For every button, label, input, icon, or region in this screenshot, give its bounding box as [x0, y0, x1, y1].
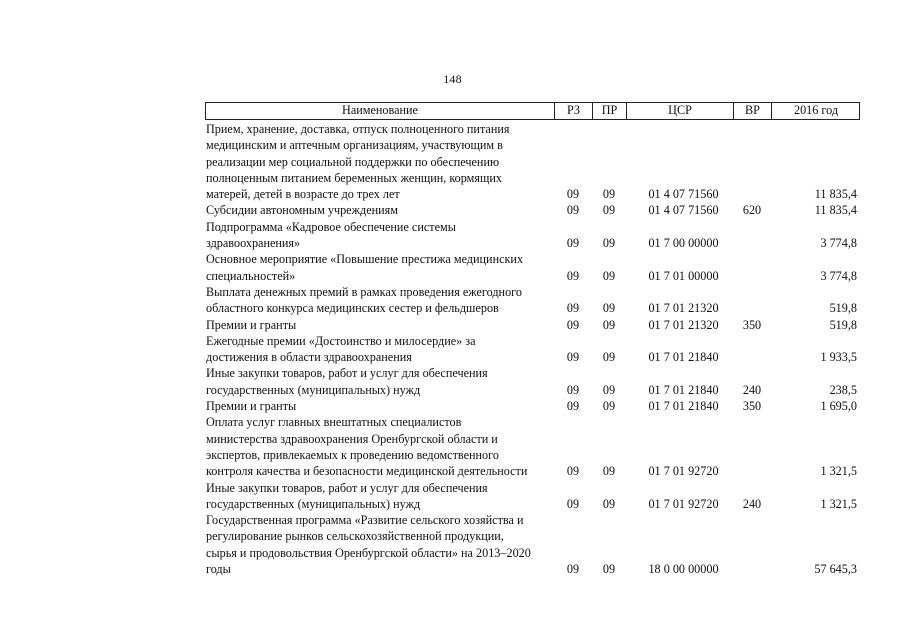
row-name-line: реализации мер социальной поддержки по обеспечению — [206, 154, 500, 169]
row-pr: 09 — [602, 350, 616, 365]
table-header — [205, 102, 860, 120]
row-amount: 57 645,3 — [814, 562, 857, 577]
row-name-line: Иные закупки товаров, работ и услуг для обеспечения — [206, 480, 488, 495]
row-name-line: здравоохранения» — [206, 236, 301, 251]
page-number: 148 — [443, 72, 462, 86]
row-name — [205, 480, 554, 513]
row-pr: 09 — [602, 187, 616, 202]
row-pr: 09 — [602, 562, 616, 577]
row-name — [205, 219, 554, 252]
row-csr: 01 4 07 71560 — [648, 203, 719, 218]
row-pr: 09 — [602, 382, 616, 397]
row-name-line: достижения в области здравоохранения — [206, 350, 412, 365]
row-csr: 01 7 01 92720 — [648, 464, 719, 479]
column-header-pr: ПР — [593, 103, 627, 119]
row-csr: 18 0 00 00000 — [648, 562, 719, 577]
row-vr: 350 — [742, 399, 762, 414]
row-name-line: сырья и продовольствия Оренбургской области» на 2013–2020 — [206, 545, 531, 560]
row-name-line: матерей, детей в возрасте до трех лет — [206, 187, 400, 202]
row-name-line: Оплата услуг главных внештатных специалистов — [206, 415, 462, 430]
table-row — [205, 202, 860, 218]
row-name — [205, 333, 554, 366]
column-header-rz: РЗ — [555, 103, 593, 119]
row-vr: 350 — [742, 317, 762, 332]
table-row — [205, 512, 860, 577]
table-row — [205, 398, 860, 414]
row-amount: 1 933,5 — [820, 350, 857, 365]
row-pr: 09 — [602, 464, 616, 479]
table-row — [205, 317, 860, 333]
row-name-line: государственных (муниципальных) нужд — [206, 496, 421, 511]
row-rz: 09 — [566, 187, 580, 202]
row-pr: 09 — [602, 317, 616, 332]
row-csr: 01 7 01 21840 — [648, 382, 719, 397]
row-name — [205, 365, 554, 398]
table-row — [205, 219, 860, 252]
row-rz: 09 — [566, 350, 580, 365]
row-csr: 01 7 01 21320 — [648, 317, 719, 332]
row-name-line: Ежегодные премии «Достоинство и милосердие» за — [206, 333, 476, 348]
row-vr: 620 — [742, 203, 762, 218]
table-row — [205, 333, 860, 366]
row-rz: 09 — [566, 399, 580, 414]
row-name-line: Государственная программа «Развитие сельского хозяйства и — [206, 513, 524, 528]
row-csr: 01 7 01 00000 — [648, 268, 719, 283]
table-row — [205, 414, 860, 479]
row-name-line: медицинским и аптечным организациям, участвующим в — [206, 138, 503, 153]
row-pr: 09 — [602, 268, 616, 283]
row-pr: 09 — [602, 301, 616, 316]
row-name-line: специальностей» — [206, 268, 296, 283]
row-name-line: Премии и гранты — [206, 317, 297, 332]
row-csr: 01 7 01 21840 — [648, 350, 719, 365]
row-name-line: министерства здравоохранения Оренбургской области и — [206, 431, 498, 446]
row-pr: 09 — [602, 399, 616, 414]
table-body — [205, 121, 860, 577]
row-name-line: Выплата денежных премий в рамках проведения ежегодного — [206, 284, 522, 299]
column-header-year: 2016 год — [772, 103, 860, 119]
row-name-line: Субсидии автономным учреждениям — [206, 203, 398, 218]
row-name — [205, 398, 554, 414]
row-pr: 09 — [602, 496, 616, 511]
row-amount: 1 321,5 — [820, 464, 857, 479]
row-vr: 240 — [742, 496, 762, 511]
row-csr: 01 4 07 71560 — [648, 187, 719, 202]
row-name-line: регулирование рынков сельскохозяйственной продукции, — [206, 529, 504, 544]
row-name-line: полноценным питанием беременных женщин, кормящих — [206, 170, 503, 185]
row-name — [205, 414, 554, 479]
table-row — [205, 284, 860, 317]
row-name-line: Прием, хранение, доставка, отпуск полноценного питания — [206, 122, 510, 136]
column-header-name: Наименование — [206, 103, 555, 119]
row-rz: 09 — [566, 382, 580, 397]
row-rz: 09 — [566, 464, 580, 479]
row-amount: 11 835,4 — [814, 203, 857, 218]
table-row — [205, 251, 860, 284]
row-name — [205, 512, 554, 577]
row-amount: 519,8 — [829, 317, 857, 332]
row-name — [205, 284, 554, 317]
row-name-line: Иные закупки товаров, работ и услуг для обеспечения — [206, 366, 488, 381]
row-rz: 09 — [566, 317, 580, 332]
row-csr: 01 7 01 21320 — [648, 301, 719, 316]
row-amount: 3 774,8 — [820, 268, 857, 283]
row-name-line: экспертов, привлекаемых к проведению ведомственного — [206, 447, 499, 462]
row-vr: 240 — [742, 382, 762, 397]
row-rz: 09 — [566, 496, 580, 511]
row-name — [205, 251, 554, 284]
column-header-csr: ЦСР — [627, 103, 734, 119]
table-row — [205, 121, 860, 202]
row-rz: 09 — [566, 562, 580, 577]
column-header-vr: ВР — [734, 103, 772, 119]
row-amount: 238,5 — [829, 382, 857, 397]
row-name-line: Основное мероприятие «Повышение престижа медицинских — [206, 252, 524, 267]
row-name — [205, 121, 554, 202]
row-rz: 09 — [566, 268, 580, 283]
table-row — [205, 365, 860, 398]
row-amount: 3 774,8 — [820, 236, 857, 251]
row-pr: 09 — [602, 236, 616, 251]
row-amount: 1 321,5 — [820, 496, 857, 511]
row-rz: 09 — [566, 236, 580, 251]
row-pr: 09 — [602, 203, 616, 218]
table-row — [205, 480, 860, 513]
row-name — [205, 202, 554, 218]
row-csr: 01 7 01 92720 — [648, 496, 719, 511]
row-name-line: контроля качества и безопасности медицинской деятельности — [206, 464, 528, 479]
budget-table — [205, 102, 860, 577]
row-name-line: областного конкурса медицинских сестер и фельдшеров — [206, 301, 499, 316]
row-name — [205, 317, 554, 333]
row-amount: 1 695,0 — [820, 399, 857, 414]
row-csr: 01 7 00 00000 — [648, 236, 719, 251]
row-name-line: Премии и гранты — [206, 399, 297, 414]
row-rz: 09 — [566, 203, 580, 218]
row-name-line: государственных (муниципальных) нужд — [206, 382, 421, 397]
row-name-line: годы — [206, 562, 231, 577]
row-name-line: Подпрограмма «Кадровое обеспечение системы — [206, 219, 456, 234]
row-csr: 01 7 01 21840 — [648, 399, 719, 414]
row-rz: 09 — [566, 301, 580, 316]
row-amount: 519,8 — [829, 301, 857, 316]
row-amount: 11 835,4 — [814, 187, 857, 202]
